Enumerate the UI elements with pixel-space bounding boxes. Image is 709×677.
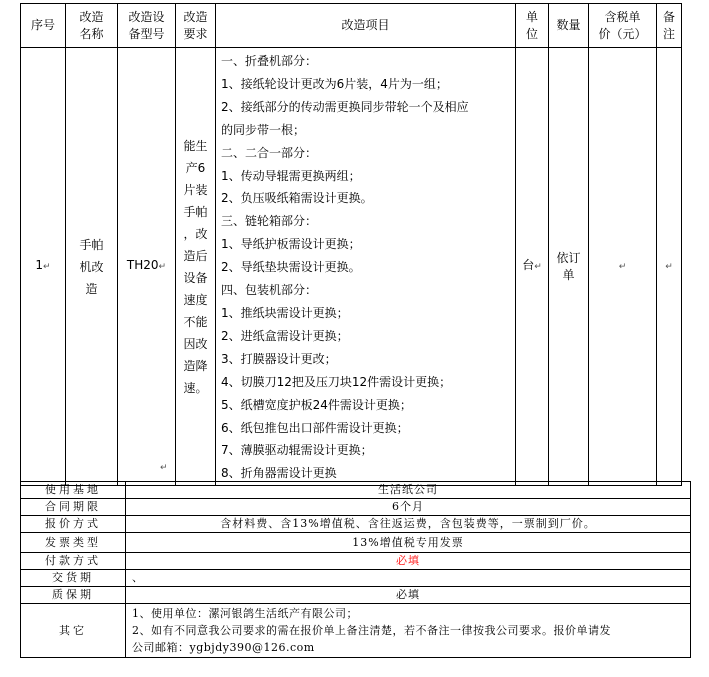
row-price bbox=[589, 48, 657, 486]
item-line: 2、进纸盒需设计更换； bbox=[221, 328, 349, 343]
item-line: 8、折角器需设计更换 bbox=[221, 466, 337, 481]
other-notes: 1、使用单位：漯河银鸽生活纸产有限公司； 2、如有不同意我公司要求的需在报价单上备注清楚，若不备注一律按我公司要求。报价单请发 公司邮箱：ygbjdy390@126.com bbox=[126, 604, 691, 658]
row-name: 手帕 机改 造 bbox=[66, 48, 118, 486]
item-line: 7、薄膜驱动辊需设计更换； bbox=[221, 443, 373, 458]
header-seq: 序号 bbox=[21, 4, 66, 48]
item-line: 1、传动导辊需更换两组； bbox=[221, 168, 361, 183]
row-requirement: 能生 产6 片装 手帕 ，改 造后 设备 速度 不能 因改 造降 速。 bbox=[176, 48, 216, 486]
header-items: 改造项目 bbox=[216, 4, 516, 48]
header-name: 改造 名称 bbox=[66, 4, 118, 48]
info-row-warranty: 质保期 必填 bbox=[21, 587, 691, 604]
item-line: 四、包装机部分： bbox=[221, 283, 318, 298]
row-seq: 1↵ bbox=[21, 48, 66, 486]
item-line: 3、打膜器设计更改； bbox=[221, 351, 337, 366]
required-badge: 必填 bbox=[126, 553, 691, 570]
item-line: 5、纸槽宽度护板24件需设计更换； bbox=[221, 397, 412, 412]
return-mark-icon: ↵ bbox=[618, 262, 627, 273]
header-row bbox=[21, 4, 682, 48]
info-row-base: 使用基地 生活纸公司 bbox=[21, 482, 691, 499]
return-mark-icon: ↵ bbox=[43, 262, 51, 273]
item-line: 一、折叠机部分： bbox=[221, 54, 318, 68]
header-note: 备 注 bbox=[657, 4, 682, 48]
item-line: 二、二合一部分： bbox=[221, 145, 318, 160]
item-line: 1、导纸护板需设计更换； bbox=[221, 237, 361, 252]
item-line: 6、纸包推包出口部件需设计更换； bbox=[221, 420, 409, 435]
info-row-payment: 付款方式 必填 bbox=[21, 553, 691, 570]
info-row-delivery: 交货期 、 bbox=[21, 570, 691, 587]
item-line: 2、接纸部分的传动需更换同步带轮一个及相应 bbox=[221, 99, 469, 114]
row-unit: 台↵ bbox=[516, 48, 549, 486]
header-price: 含税单 价（元） bbox=[589, 4, 657, 48]
item-line: 2、导纸垫块需设计更换。 bbox=[221, 260, 361, 275]
row-model: TH20↵ bbox=[118, 48, 176, 486]
row-qty: 依订 单 bbox=[549, 48, 589, 486]
item-line: 1、推纸块需设计更换； bbox=[221, 305, 349, 320]
reform-table bbox=[20, 3, 682, 486]
data-row bbox=[21, 48, 682, 486]
row-note bbox=[657, 48, 682, 486]
item-line: 4、切膜刀12把及压刀块12件需设计更换； bbox=[221, 374, 452, 389]
return-mark-icon: ↵ bbox=[534, 262, 542, 273]
info-row-other: 其它 1、使用单位：漯河银鸽生活纸产有限公司； 2、如有不同意我公司要求的需在报价单上备注清楚，若不备注一律按我公司要求。报价单请发 公司邮箱：ygbjdy390@126.com bbox=[21, 604, 691, 658]
header-qty: 数量 bbox=[549, 4, 589, 48]
item-line: 的同步带一根； bbox=[221, 122, 306, 137]
info-row-quote: 报价方式 含材料费、含13%增值税、含往返运费，含包装费等，一票制到厂价。 bbox=[21, 516, 691, 533]
item-line: 2、负压吸纸箱需设计更换。 bbox=[221, 191, 373, 206]
info-row-term: 合同期限 6个月 bbox=[21, 499, 691, 516]
header-requirement: 改造 要求 bbox=[176, 4, 216, 48]
header-model: 改造设 备型号 bbox=[118, 4, 176, 48]
item-line: 三、链轮箱部分： bbox=[221, 214, 318, 229]
info-row-invoice: 发票类型 13%增值税专用发票 bbox=[21, 533, 691, 553]
row-items bbox=[216, 48, 516, 486]
item-line: 1、接纸轮设计更改为6片装，4片为一组； bbox=[221, 76, 448, 91]
header-unit: 单 位 bbox=[516, 4, 549, 48]
return-mark-icon: ↵ bbox=[158, 262, 167, 273]
return-mark-icon: ↵ bbox=[160, 463, 168, 473]
return-mark-icon: ↵ bbox=[665, 262, 673, 273]
info-table bbox=[20, 481, 691, 658]
